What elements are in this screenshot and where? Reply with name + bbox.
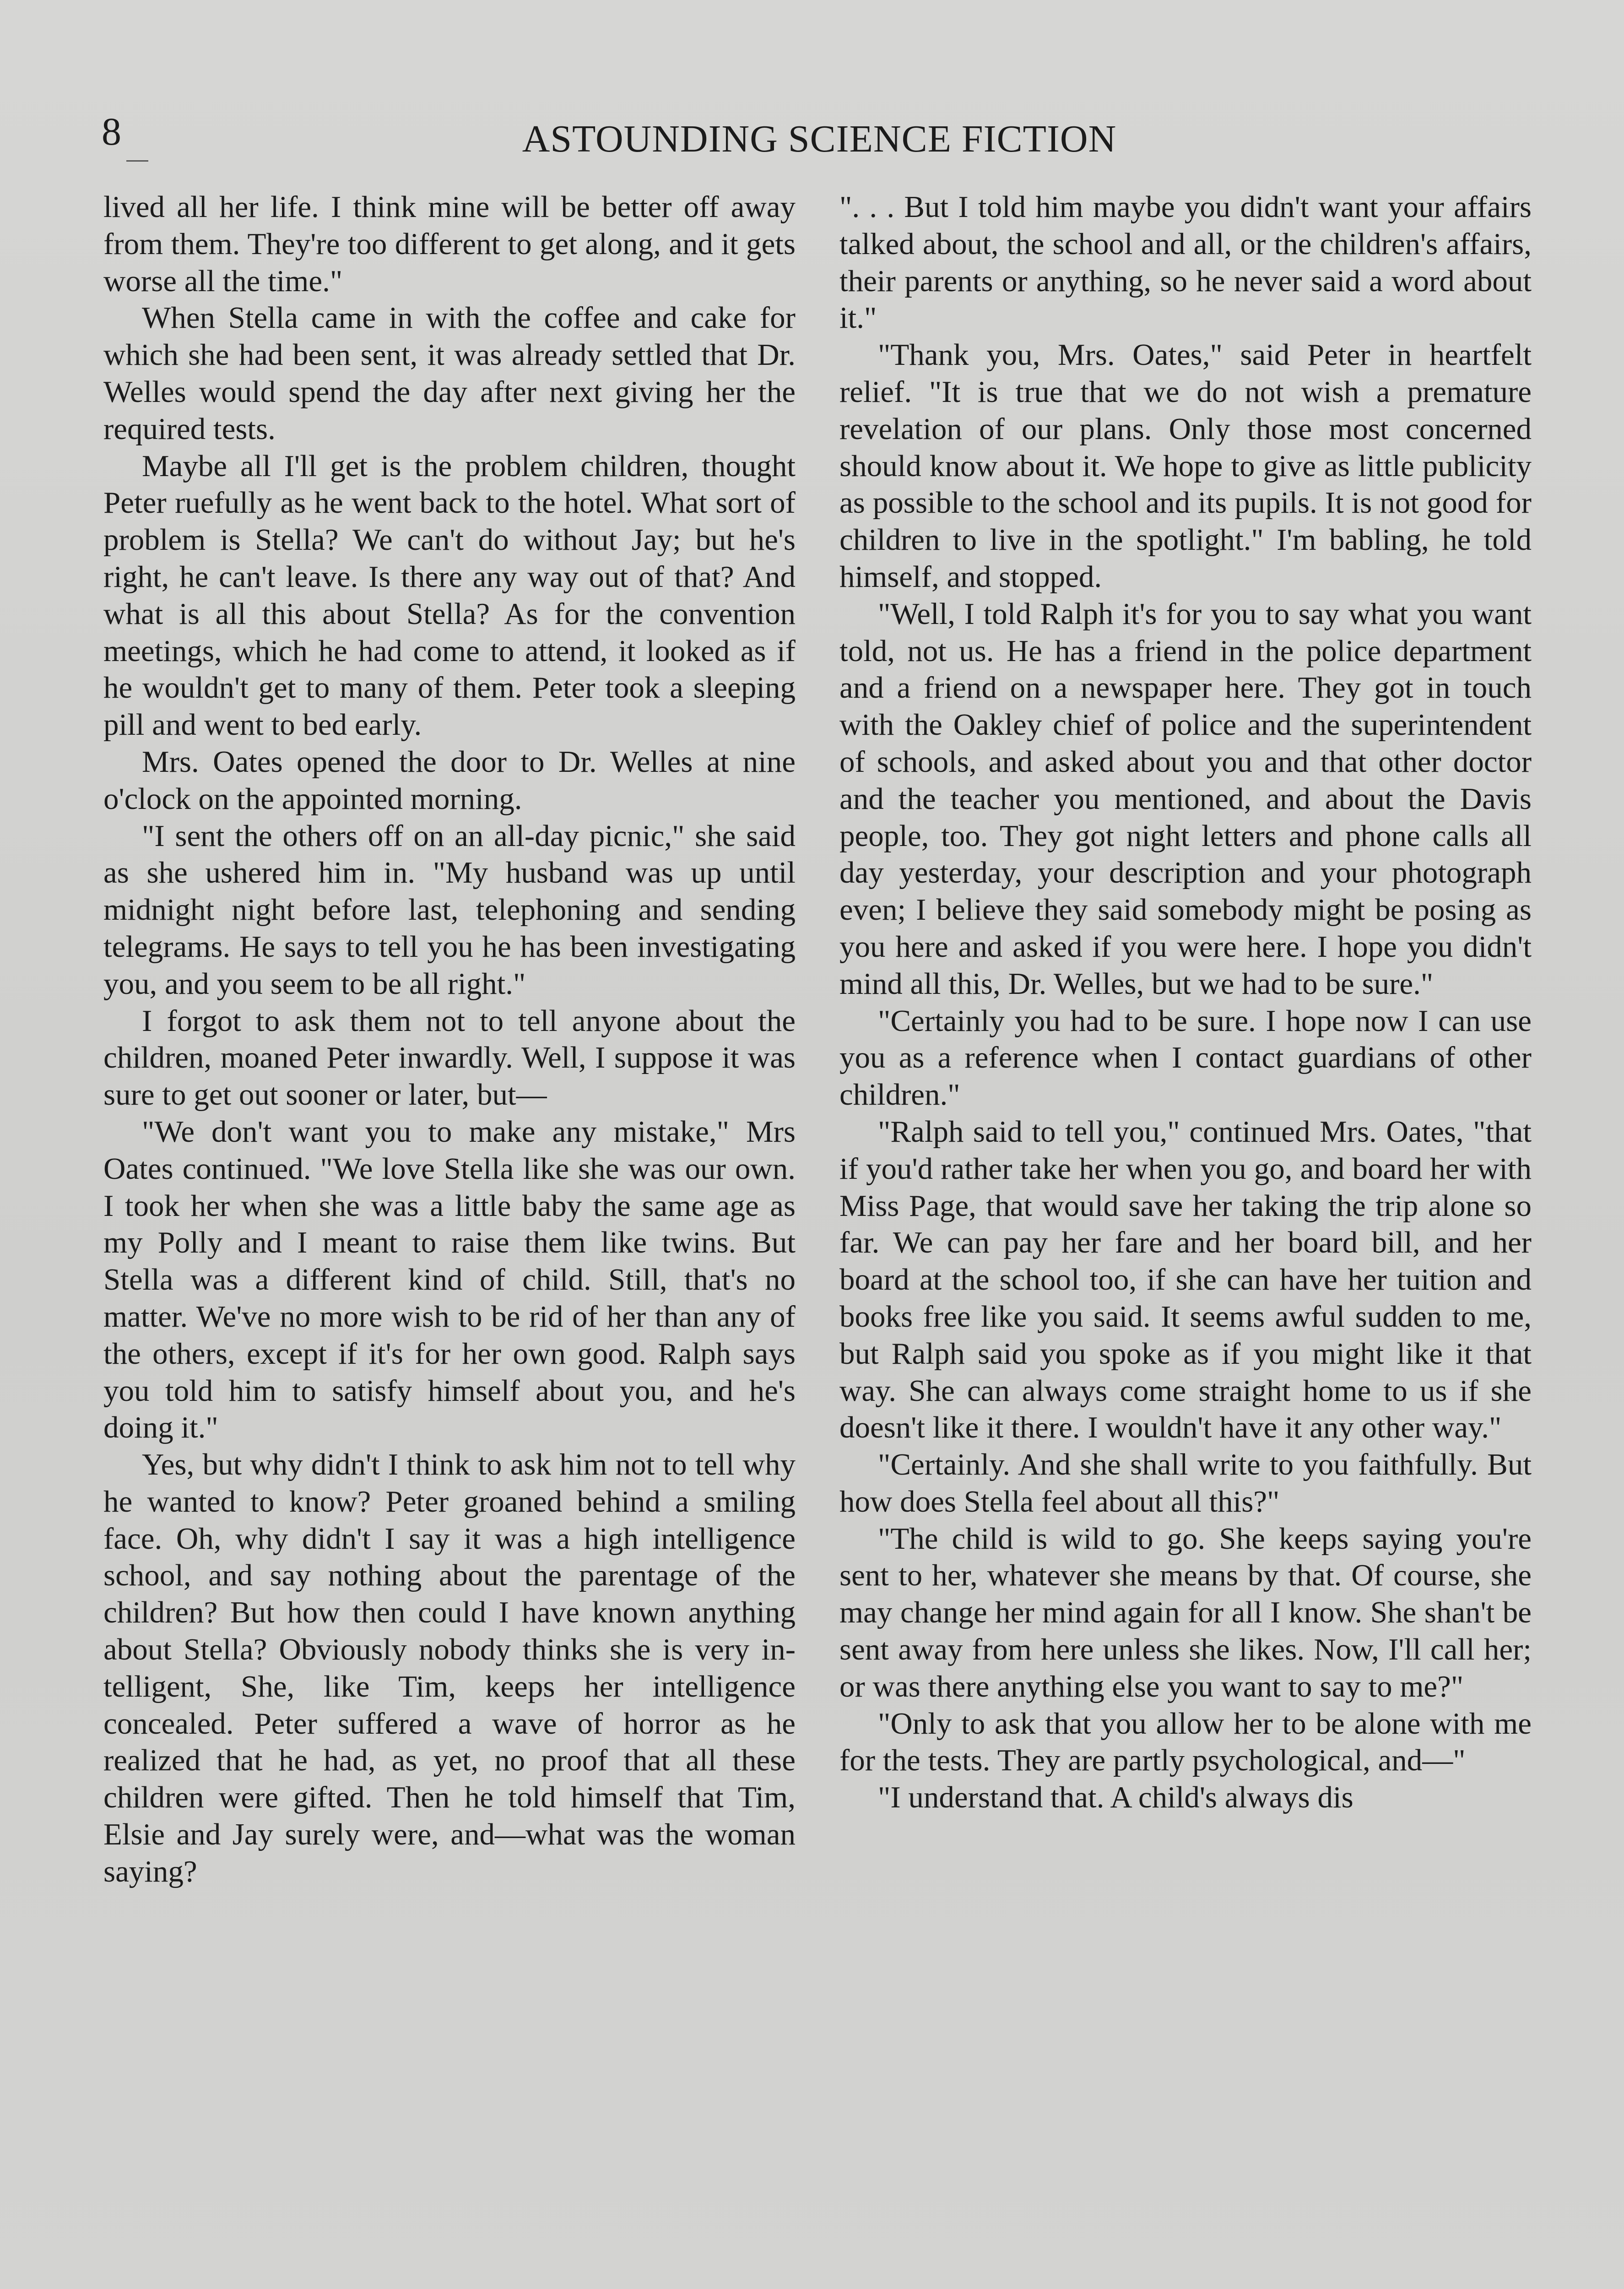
paragraph: Mrs. Oates opened the door to Dr. Welles at nine o'clock on the appointed morning. (103, 744, 796, 816)
left-text-column (103, 189, 796, 1890)
paragraph: ". . . But I told him maybe you didn't want your affairs talked about, the school and all, or the children's affairs, their parents or anything, so he never said a word about it." (839, 190, 1532, 335)
paragraph: When Stella came in with the coffee and cake for which she had been sent, it was already settled that Dr. Welles would spend the day after next giving her the required tests. (103, 301, 796, 446)
paragraph: "Ralph said to tell you," continued Mrs. Oates, "that if you'd rather take her when you go, and board her with Miss Page, that would save her taking the trip alone so far. We can pay her fare and her board bill, and her board at the school too, if she can have her tuition and books free like you said. It seems awful sudden to me, but Ralph said you spoke as if you might like it that way. She can always come straight home to us if she doesn't like it there. I wouldn't have it any other way." (839, 1114, 1532, 1445)
paragraph: "Thank you, Mrs. Oates," said Peter in heartfelt relief. "It is true that we do not wish a premature revelation of our plans. Only those most concerned should know about it. We hope to give as little publicity as possible to the school and its pupils. It is not good for children to live in the spotlight." I'm babling, he told himself, and stopped. (839, 338, 1532, 594)
paragraph: "The child is wild to go. She keeps saying you're sent to her, whatever she means by that. Of course, she may change her mind again for all I know. She shan't be sent away from here unless she likes. Now, I'll call her; or was there anything else you want to say to me?" (839, 1521, 1532, 1703)
paragraph: Yes, but why didn't I think to ask him not to tell why he wanted to know? Peter groaned behind a smiling face. Oh, why didn't I say it was a high intelligence school, and say nothing about the parentage of the children? But how then could I have known anything about Stella? Obviously nobody thinks she is very intelligent, She, like Tim, keeps her intelligence concealed. Peter suffered a wave of horror as he realized that he had, as yet, no proof that all these children were gifted. Then he told himself that Tim, Elsie and Jay surely were, and—what was the woman saying? (103, 1448, 796, 1888)
paragraph: I forgot to ask them not to tell anyone about the children, moaned Peter inwardly. Well, I suppose it was sure to get out sooner or later, but— (103, 1003, 796, 1112)
paragraph: "I sent the others off on an all-day picnic," she said as she ushered him in. "My husband was up until midnight night before last, telephoning and sending telegrams. He says to tell you he has been investigating you, and you seem to be all right." (103, 819, 796, 1001)
right-text-column (839, 189, 1532, 1816)
page-number: 8 (102, 109, 121, 153)
paragraph: lived all her life. I think mine will be better off away from them. They're too different to get along, and it gets worse all the time." (103, 190, 796, 298)
paragraph: Maybe all I'll get is the problem children, thought Peter ruefully as he went back to the hotel. What sort of problem is Stella? We can't do without Jay; but he's right, he can't leave. Is there any way out of that? And what is all this about Stella? As for the convention meetings, which he had come to attend, it looked as if he wouldn't get to many of them. Peter took a sleeping pill and went to bed early. (103, 449, 796, 742)
paragraph: "Only to ask that you allow her to be alone with me for the tests. They are partly psychological, and—" (839, 1706, 1532, 1778)
paragraph: "We don't want you to make any mistake," Mrs Oates continued. "We love Stella like she was our own. I took her when she was a little baby the same age as my Polly and I meant to raise them like twins. But Stella was a different kind of child. Still, that's no matter. We've no more wish to be rid of her than any of the others, except if it's for her own good. Ralph says you told him to satisfy himself about you, and he's doing it." (103, 1114, 796, 1445)
paragraph: "Certainly. And she shall write to you faithfully. But how does Stella feel about all this?" (839, 1448, 1532, 1519)
paragraph: "Certainly you had to be sure. I hope now I can use you as a reference when I contact guardians of other children." (839, 1003, 1532, 1112)
paragraph: "Well, I told Ralph it's for you to say what you want told, not us. He has a friend in the police department and a friend on a newspaper here. They got in touch with the Oakley chief of police and the superintendent of schools, and asked about you and that other doctor and the teacher you mentioned, and about the Davis people, too. They got night letters and phone calls all day yesterday, your description and your photograph even; I believe they said somebody might be posing as you here and asked if you were here. I hope you didn't mind all this, Dr. Welles, but we had to be sure." (839, 597, 1532, 1001)
page-number-rule (126, 160, 148, 162)
running-head-title: ASTOUNDING SCIENCE FICTION (522, 118, 1117, 160)
paragraph: "I understand that. A child's always dis (878, 1780, 1353, 1815)
